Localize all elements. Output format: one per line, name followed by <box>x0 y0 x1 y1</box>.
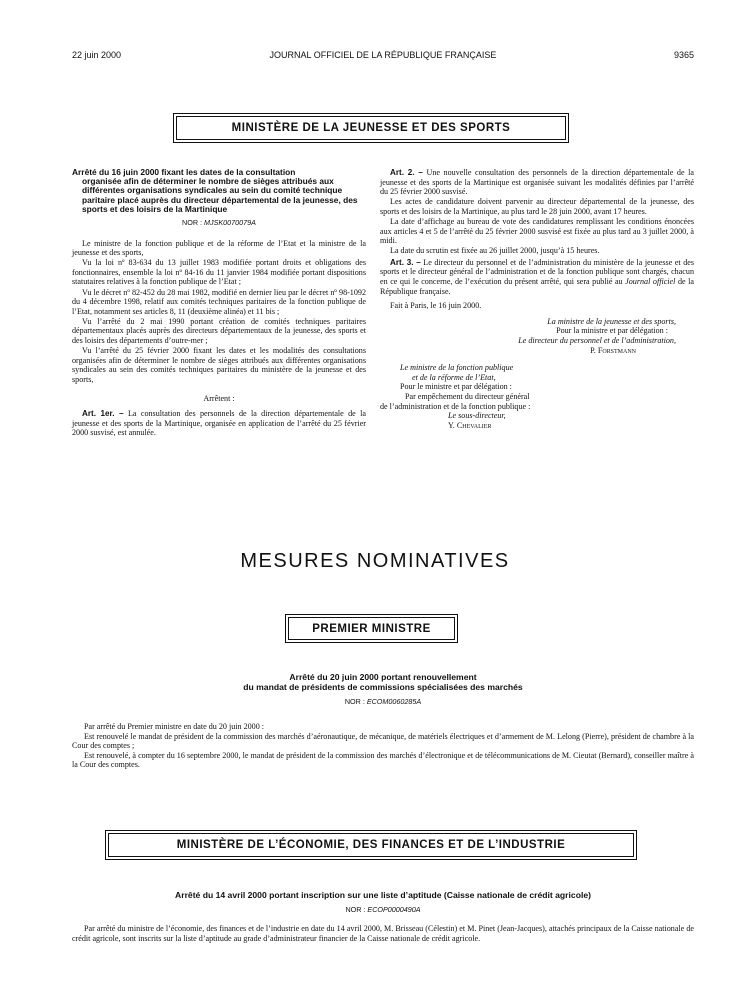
arrete-title-2 <box>72 672 694 692</box>
section2-paragraph: Par arrêté du Premier ministre en date du 20 juin 2000 : <box>84 722 265 731</box>
signatory-role: Le directeur du personnel et de l’administration, <box>518 336 676 345</box>
article-2 <box>380 168 694 197</box>
section2-paragraph: Est renouvelé, à compter du 16 septembre 2000, le mandat de président de la commission des marchés d’électronique et de télécommunications de M. Cieutat (Bernard), conseiller maître à la Cour des comptes. <box>72 750 694 770</box>
signatory-title-cont: et de la réforme de l’Etat, <box>412 372 496 382</box>
page-number: 9365 <box>673 50 694 60</box>
ministry-heading: MINISTÈRE DE L’ÉCONOMIE, DES FINANCES ET DE L’INDUSTRIE <box>108 833 634 857</box>
arrete-title-3: Arrêté du 14 avril 2000 portant inscription sur une liste d’aptitude (Caisse nationale de crédit agricole) <box>175 890 591 900</box>
article-3-text: Le directeur du personnel et de l’administration du ministère de la jeunesse et des sports et le directeur général de l’administration et de la fonction publique sont chargés, chacun en ce qui le concerne, de l’exécution du présent arrêté, qui sera publié au <box>380 257 694 287</box>
ministry-heading: PREMIER MINISTRE <box>288 617 455 640</box>
ministry-heading: MINISTÈRE DE LA JEUNESSE ET DES SPORTS <box>176 116 566 140</box>
left-column <box>72 168 366 438</box>
nor-code: ECOM0060285A <box>366 697 422 706</box>
section2-paragraph: Est renouvelé le mandat de président de la commission des marchés d’aéronautique, de mécanique, de matériels électriques et d’armement de M. Lelong (Pierre), président de chambre à la Cour des comptes ; <box>72 731 694 751</box>
visa-paragraph: Vu la loi nº 83-634 du 13 juillet 1983 modifiée portant droits et obligations des fonctionnaires, ensemble la loi nº 84-16 du 11 janvier 1984 modifiée portant dispositions statutaires relatives à la fonction publique de l’Etat ; <box>72 258 366 287</box>
nor-label: NOR : <box>182 218 202 228</box>
article-2-paragraph: La date d’affichage au bureau de vote des candidatures remplissant les conditions énoncées aux articles 4 et 5 de l’arrêté du 25 février 2000 susvisé est fixée au plus tard au 3 juillet 2000, à midi. <box>380 216 694 246</box>
nor-reference-3 <box>72 905 694 914</box>
section3-paragraph: Par arrêté du ministre de l’économie, des finances et de l’industrie en date du 14 avril 2000, M. Brisseau (Célestin) et M. Pinet (Jean-Jacques), attachés principaux de la Caisse nationale de crédit agricole, sont inscrits sur la liste d’aptitude au grade d’administrateur financier de la Caisse nationale de crédit agricole. <box>72 924 694 943</box>
article-2-label: Art. 2. – <box>390 168 423 177</box>
article-2-paragraph: La date du scrutin est fixée au 26 juillet 2000, jusqu’à 15 heures. <box>390 246 600 256</box>
preamble-paragraph: Le ministre de la fonction publique et de la réforme de l’Etat et la ministre de la jeunesse et des sports, <box>72 238 366 258</box>
arrete-title-line1: Arrêté du 16 juin 2000 fixant les dates de la consultation <box>72 167 296 177</box>
nor-code: ECOP0000490A <box>367 905 421 914</box>
article-1-text: La consultation des personnels de la direction départementale de la jeunesse et des sports de la Martinique, organisée en application de l’arrêté du 25 février 2000 susvisé, est annulée. <box>72 409 366 438</box>
signatory-impediment: Par empêchement du directeur général <box>405 391 530 401</box>
signatory-impediment-cont: de l’administration et de la fonction publique : <box>380 401 531 411</box>
signatory-role: Le sous-directeur, <box>448 411 506 421</box>
section-heading-mesures: MESURES NOMINATIVES <box>240 550 510 572</box>
visa-paragraph: Vu l’arrêté du 2 mai 1990 portant création de comités techniques paritaires départementaux placés auprès des directeurs départementaux de la jeunesse, des sports et des loisirs des départements d’outre-mer ; <box>72 316 366 346</box>
nor-reference <box>72 218 366 228</box>
arrete-title <box>72 168 366 214</box>
right-column <box>380 168 694 430</box>
signatory-delegation: Pour la ministre et par délégation : <box>556 326 668 336</box>
article-3-label: Art. 3. – <box>390 257 421 267</box>
article-3-text-end: de la République française. <box>380 277 694 296</box>
signatory-delegation: Pour le ministre et par délégation : <box>400 382 512 392</box>
arrete-title-2-line1: Arrêté du 20 juin 2000 portant renouvellement <box>289 672 477 682</box>
signatory-name: P. Forstmann <box>590 345 636 355</box>
section2-body <box>72 722 694 770</box>
article-1 <box>72 409 366 438</box>
signatory-title: Le ministre de la fonction publique <box>400 363 514 373</box>
ministry-box-jeunesse <box>173 113 569 143</box>
nor-label: NOR : <box>345 905 366 914</box>
article-3 <box>380 258 694 296</box>
arrete-title-2-line2: du mandat de présidents de commissions spécialisées des marchés <box>243 682 523 692</box>
journal-officiel-ref: Journal officiel <box>625 277 676 287</box>
nor-label: NOR : <box>344 697 365 706</box>
page-header <box>72 50 694 64</box>
nor-reference-2 <box>72 697 694 706</box>
ministry-box-economie <box>105 830 637 860</box>
article-1-label: Art. 1er. – <box>82 409 124 419</box>
ministry-box-premier-ministre <box>285 614 458 643</box>
signatory-title: La ministre de la jeunesse et des sports, <box>547 316 676 326</box>
journal-title: JOURNAL OFFICIEL DE LA RÉPUBLIQUE FRANÇAISE <box>269 50 497 60</box>
arretent: Arrêtent : <box>203 393 235 403</box>
publication-date: 22 juin 2000 <box>72 50 122 60</box>
arrete-title-rest: organisée afin de déterminer le nombre de sièges attribués aux différentes organisations syndicales au sein du comité technique paritaire placé auprès du directeur départemental de la jeunesse, des sports et des loisirs de la Martinique <box>82 176 358 214</box>
visa-paragraph: Vu l’arrêté du 25 février 2000 fixant les dates et les modalités des consultations organisées afin de déterminer le nombre de sièges attribués aux différentes organisations syndicales au sein des comités techniques paritaires du ministère de la jeunesse et des sports, <box>72 346 366 384</box>
article-2-paragraph: Les actes de candidature doivent parvenir au directeur départemental de la jeunesse, des sports et des loisirs de la Martinique, au plus tard le 28 juin 2000, avant 17 heures. <box>380 197 694 216</box>
visa-paragraph: Vu le décret nº 82-452 du 28 mai 1982, modifié en dernier lieu par le décret nº 98-1092 du 4 décembre 1998, relatif aux comités techniques paritaires de la fonction publique de l’Etat, notamment ses articles 8, 11 (deuxième alinéa) et 11 bis ; <box>72 287 366 316</box>
fait-a-paris: Fait à Paris, le 16 juin 2000. <box>390 301 482 311</box>
section3-body <box>72 924 694 943</box>
signature-block-2 <box>380 363 694 430</box>
signatory-name: Y. Chevalier <box>448 420 492 430</box>
article-2-text: Une nouvelle consultation des personnels de la direction départementale de la jeunesse et des sports de la Martinique est organisée suivant les modalités définies par l’arrêté du 25 février 2000 susvisé. <box>380 168 694 197</box>
signature-block-1 <box>380 317 694 355</box>
nor-code: MJSK0070079A <box>204 218 256 228</box>
